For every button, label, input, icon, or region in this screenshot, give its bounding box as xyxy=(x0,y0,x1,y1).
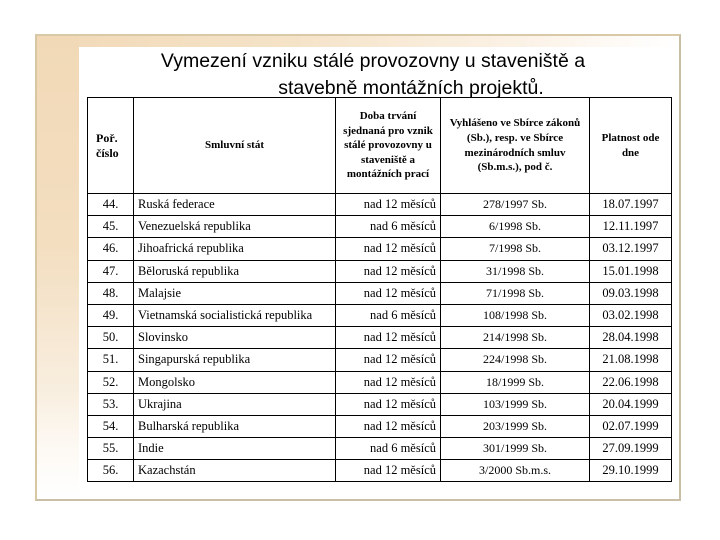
table-row xyxy=(88,260,672,282)
cell-order-number: 54. xyxy=(88,415,134,437)
cell-contracting-state: Ruská federace xyxy=(134,194,336,216)
table-row xyxy=(88,238,672,260)
slide-title-line2: stavebně montážních projektů. xyxy=(278,77,544,99)
cell-contracting-state: Mongolsko xyxy=(134,371,336,393)
header-duration: Doba trvání sjednaná pro vznik stálé provozovny u staveniště a montážních prací xyxy=(336,98,441,194)
cell-duration: nad 12 měsíců xyxy=(336,327,441,349)
cell-order-number: 53. xyxy=(88,393,134,415)
table-row xyxy=(88,393,672,415)
cell-collection-reference: 103/1999 Sb. xyxy=(441,393,590,415)
cell-collection-reference: 224/1998 Sb. xyxy=(441,349,590,371)
table-row xyxy=(88,371,672,393)
cell-order-number: 44. xyxy=(88,194,134,216)
cell-valid-from: 18.07.1997 xyxy=(590,194,672,216)
cell-collection-reference: 3/2000 Sb.m.s. xyxy=(441,460,590,482)
cell-valid-from: 29.10.1999 xyxy=(590,460,672,482)
cell-contracting-state: Indie xyxy=(134,438,336,460)
header-contracting-state: Smluvní stát xyxy=(134,98,336,194)
slide-title-line1: Vymezení vzniku stálé provozovny u staveniště a xyxy=(160,50,586,72)
cell-collection-reference: 7/1998 Sb. xyxy=(441,238,590,260)
cell-duration: nad 12 měsíců xyxy=(336,393,441,415)
table-row xyxy=(88,304,672,326)
table-header-row xyxy=(88,98,672,194)
decorative-band-top xyxy=(37,36,679,47)
cell-duration: nad 12 měsíců xyxy=(336,460,441,482)
cell-duration: nad 6 měsíců xyxy=(336,304,441,326)
cell-duration: nad 6 měsíců xyxy=(336,216,441,238)
cell-contracting-state: Vietnamská socialistická republika xyxy=(134,304,336,326)
table-row xyxy=(88,327,672,349)
cell-valid-from: 27.09.1999 xyxy=(590,438,672,460)
cell-contracting-state: Malajsie xyxy=(134,282,336,304)
table-row xyxy=(88,349,672,371)
table-row xyxy=(88,438,672,460)
cell-order-number: 48. xyxy=(88,282,134,304)
cell-collection-reference: 6/1998 Sb. xyxy=(441,216,590,238)
table-row xyxy=(88,282,672,304)
cell-collection-reference: 71/1998 Sb. xyxy=(441,282,590,304)
table-row xyxy=(88,415,672,437)
cell-contracting-state: Slovinsko xyxy=(134,327,336,349)
cell-duration: nad 12 měsíců xyxy=(336,371,441,393)
cell-valid-from: 28.04.1998 xyxy=(590,327,672,349)
cell-contracting-state: Jihoafrická republika xyxy=(134,238,336,260)
table-row xyxy=(88,460,672,482)
cell-collection-reference: 18/1999 Sb. xyxy=(441,371,590,393)
cell-duration: nad 6 měsíců xyxy=(336,438,441,460)
cell-order-number: 56. xyxy=(88,460,134,482)
cell-order-number: 55. xyxy=(88,438,134,460)
table-row xyxy=(88,216,672,238)
cell-contracting-state: Bulharská republika xyxy=(134,415,336,437)
table-row xyxy=(88,194,672,216)
cell-contracting-state: Kazachstán xyxy=(134,460,336,482)
cell-valid-from: 03.12.1997 xyxy=(590,238,672,260)
cell-collection-reference: 31/1998 Sb. xyxy=(441,260,590,282)
cell-contracting-state: Venezuelská republika xyxy=(134,216,336,238)
header-order-number: Poř. číslo xyxy=(88,98,134,194)
cell-duration: nad 12 měsíců xyxy=(336,194,441,216)
cell-order-number: 52. xyxy=(88,371,134,393)
cell-duration: nad 12 měsíců xyxy=(336,238,441,260)
cell-collection-reference: 203/1999 Sb. xyxy=(441,415,590,437)
cell-valid-from: 21.08.1998 xyxy=(590,349,672,371)
cell-duration: nad 12 měsíců xyxy=(336,349,441,371)
cell-valid-from: 02.07.1999 xyxy=(590,415,672,437)
cell-contracting-state: Singapurská republika xyxy=(134,349,336,371)
cell-valid-from: 03.02.1998 xyxy=(590,304,672,326)
cell-collection-reference: 278/1997 Sb. xyxy=(441,194,590,216)
cell-order-number: 49. xyxy=(88,304,134,326)
cell-order-number: 51. xyxy=(88,349,134,371)
header-valid-from: Platnost ode dne xyxy=(590,98,672,194)
cell-valid-from: 15.01.1998 xyxy=(590,260,672,282)
cell-valid-from: 09.03.1998 xyxy=(590,282,672,304)
cell-order-number: 47. xyxy=(88,260,134,282)
header-collection-reference: Vyhlášeno ve Sbírce zákonů (Sb.), resp. ve Sbírce mezinárodních smluv (Sb.m.s.), pod č. xyxy=(441,98,590,194)
cell-contracting-state: Běloruská republika xyxy=(134,260,336,282)
cell-duration: nad 12 měsíců xyxy=(336,282,441,304)
cell-valid-from: 20.04.1999 xyxy=(590,393,672,415)
decorative-band-left xyxy=(37,36,79,499)
cell-collection-reference: 301/1999 Sb. xyxy=(441,438,590,460)
cell-contracting-state: Ukrajina xyxy=(134,393,336,415)
cell-duration: nad 12 měsíců xyxy=(336,415,441,437)
cell-collection-reference: 108/1998 Sb. xyxy=(441,304,590,326)
cell-duration: nad 12 měsíců xyxy=(336,260,441,282)
cell-collection-reference: 214/1998 Sb. xyxy=(441,327,590,349)
slide-title xyxy=(78,48,678,102)
cell-order-number: 46. xyxy=(88,238,134,260)
cell-valid-from: 22.06.1998 xyxy=(590,371,672,393)
cell-order-number: 50. xyxy=(88,327,134,349)
treaty-table xyxy=(87,97,672,482)
cell-order-number: 45. xyxy=(88,216,134,238)
cell-valid-from: 12.11.1997 xyxy=(590,216,672,238)
